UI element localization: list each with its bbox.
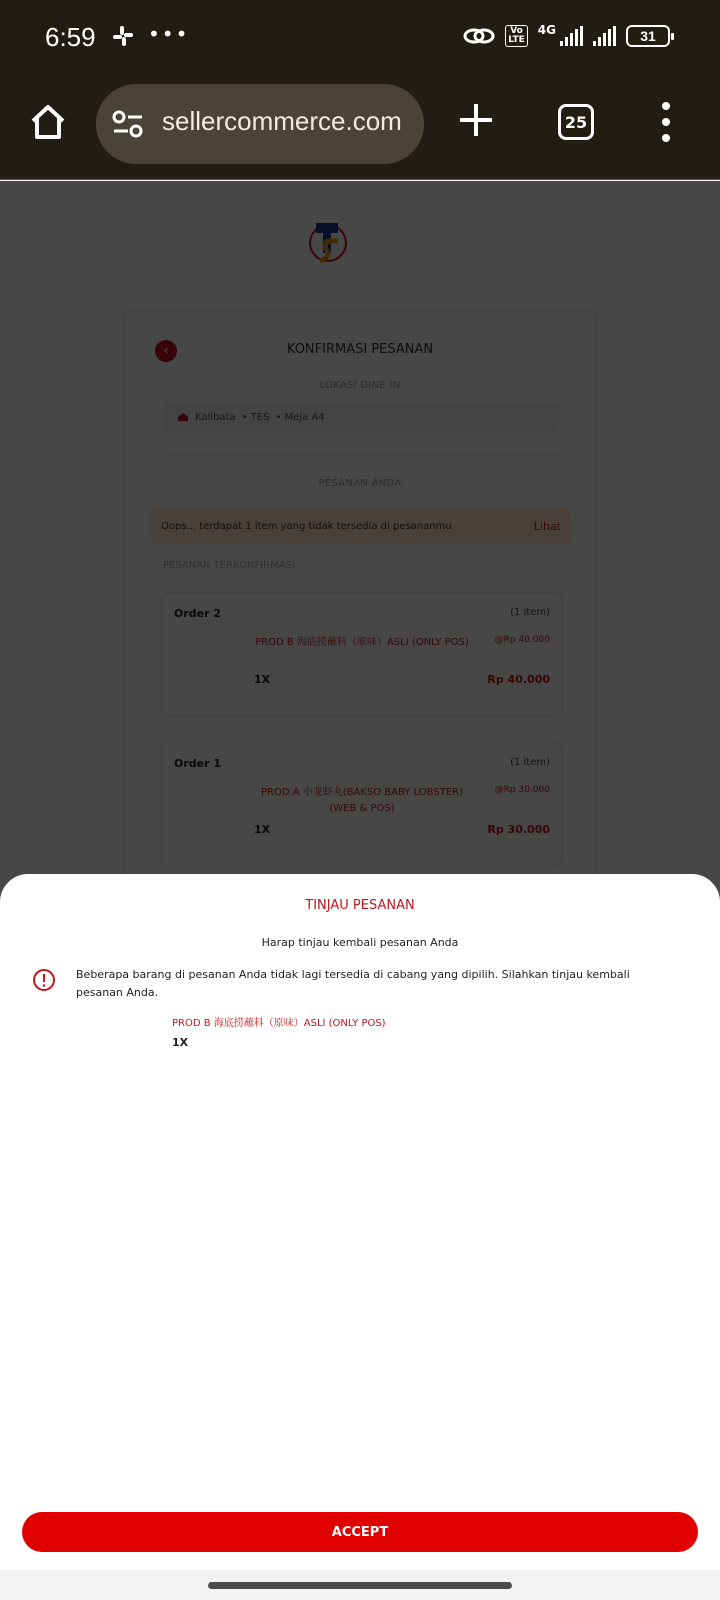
address-bar[interactable] xyxy=(96,84,424,164)
network-type-label: 4G xyxy=(537,23,556,37)
sheet-title: TINJAU PESANAN xyxy=(305,898,415,913)
accept-button[interactable]: ACCEPT xyxy=(22,1512,698,1552)
battery-level: 31 xyxy=(640,28,656,44)
more-notifications-icon: ••• xyxy=(148,22,190,46)
signal-icon xyxy=(560,26,583,46)
home-icon[interactable] xyxy=(28,102,68,142)
slack-icon xyxy=(112,25,134,47)
new-tab-icon[interactable] xyxy=(458,102,494,138)
system-nav-bar xyxy=(0,1570,720,1600)
url-text: sellercommerce.com xyxy=(162,106,402,136)
volte-icon: Vo LTE xyxy=(505,25,528,47)
gesture-handle[interactable] xyxy=(208,1582,512,1589)
tab-switcher-button[interactable]: 25 xyxy=(558,104,594,140)
signal-icon-2 xyxy=(593,26,616,46)
battery-icon xyxy=(626,25,670,47)
unavailable-item-name: PROD B 海底捞蘸料（原味）ASLI (ONLY POS) xyxy=(172,1018,386,1029)
link-icon xyxy=(463,26,495,46)
browser-toolbar xyxy=(0,78,720,180)
sheet-subtitle: Harap tinjau kembali pesanan Anda xyxy=(261,936,459,949)
alert-icon xyxy=(32,968,56,992)
review-order-sheet xyxy=(0,874,720,1570)
sheet-message: Beberapa barang di pesanan Anda tidak lagi tersedia di cabang yang dipilih. Silahkan tinjau kembali pesanan Anda. xyxy=(76,968,630,999)
status-bar xyxy=(0,0,720,78)
unavailable-item-qty: 1X xyxy=(172,1036,189,1049)
status-indicators xyxy=(463,22,670,50)
status-time: 6:59 xyxy=(45,22,96,52)
overflow-menu-icon[interactable] xyxy=(660,102,672,142)
site-settings-icon[interactable] xyxy=(112,110,144,138)
